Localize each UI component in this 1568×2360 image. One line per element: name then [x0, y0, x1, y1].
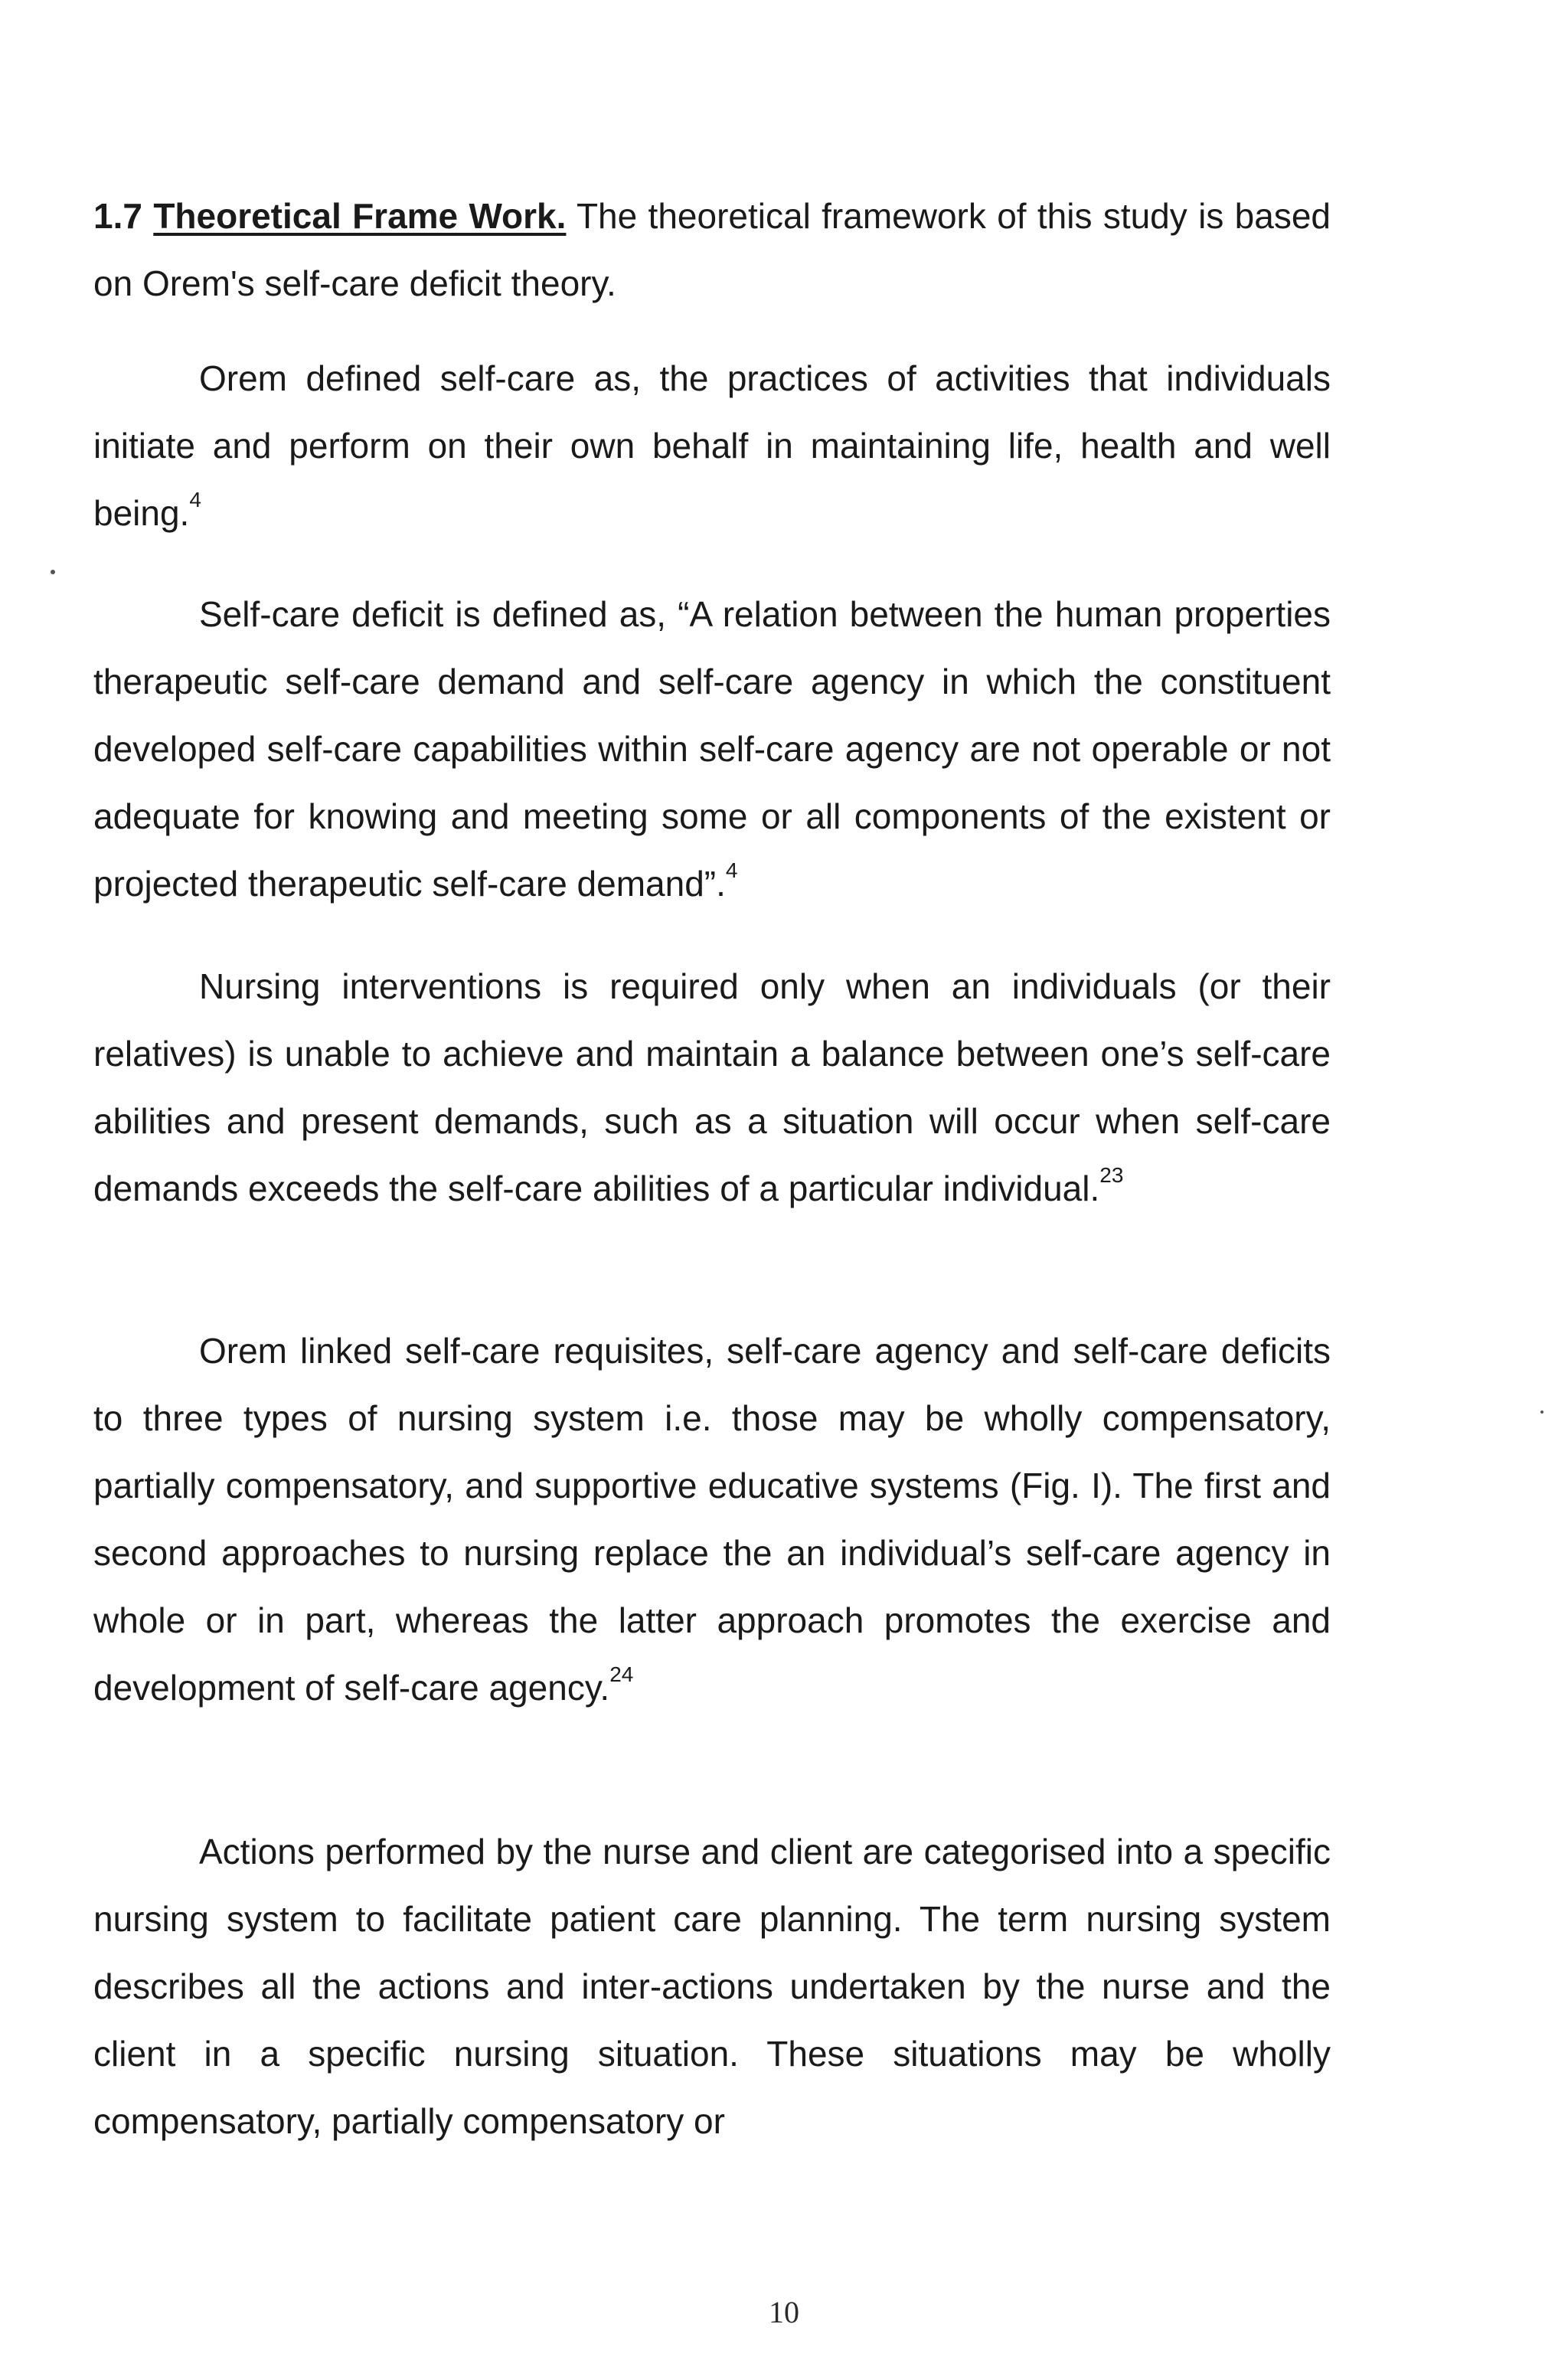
scan-speck — [1540, 1410, 1544, 1414]
paragraph-text: Orem linked self-care requisites, self-care agency and self-care deficits to three types of nursing system i.e. those may be wholly compensatory, partially compensatory, and supportive educative systems (Fig. I). The first and second approaches to nursing replace the an individual’s self-care agency in whole or in part, whereas the latter approach promotes the exercise and development of self-care agency. — [93, 1331, 1331, 1708]
section-heading-paragraph — [93, 182, 1331, 317]
paragraph-nursing-systems — [93, 1317, 1331, 1721]
citation-ref: 4 — [725, 858, 738, 882]
paragraph-text: Self-care deficit is defined as, “A relation between the human properties therapeutic self-care demand and self-care agency in which the constituent developed self-care capabilities within self-care agency are not operable or not adequate for knowing and meeting some or all components of the existent or projected therapeutic self-care demand”. — [93, 594, 1331, 904]
section-number: 1.7 — [93, 196, 142, 236]
paragraph-self-care-deficit — [93, 580, 1331, 917]
citation-ref: 24 — [609, 1662, 634, 1686]
scan-speck — [51, 570, 55, 574]
citation-ref: 4 — [189, 488, 201, 512]
paragraph-nursing-interventions — [93, 953, 1331, 1222]
section-title: Theoretical Frame Work. — [153, 196, 567, 236]
paragraph-text: Nursing interventions is required only when an individuals (or their relatives) is unable to achieve and maintain a balance between one’s self-care abilities and present demands, such as a situation will occur when self-care demands exceeds the self-care abilities of a particular individual. — [93, 966, 1331, 1208]
section-intro-text: The theoretical framework of this study is based on Orem's self-care deficit theory. — [93, 196, 1331, 303]
paragraph-text: Actions performed by the nurse and client are categorised into a specific nursing system to facilitate patient care planning. The term nursing system describes all the actions and inter-actions undertaken by the nurse and the client in a specific nursing situation. These situations may be wholly compensatory, partially compensatory or — [93, 1832, 1331, 2141]
citation-ref: 23 — [1099, 1163, 1124, 1187]
paragraph-self-care-definition — [93, 345, 1331, 547]
page-number: 10 — [769, 2295, 799, 2329]
paragraph-text: Orem defined self-care as, the practices of activities that individuals initiate and perform on their own behalf in maintaining life, health and well being. — [93, 358, 1331, 533]
paragraph-nurse-client-actions — [93, 1818, 1331, 2155]
